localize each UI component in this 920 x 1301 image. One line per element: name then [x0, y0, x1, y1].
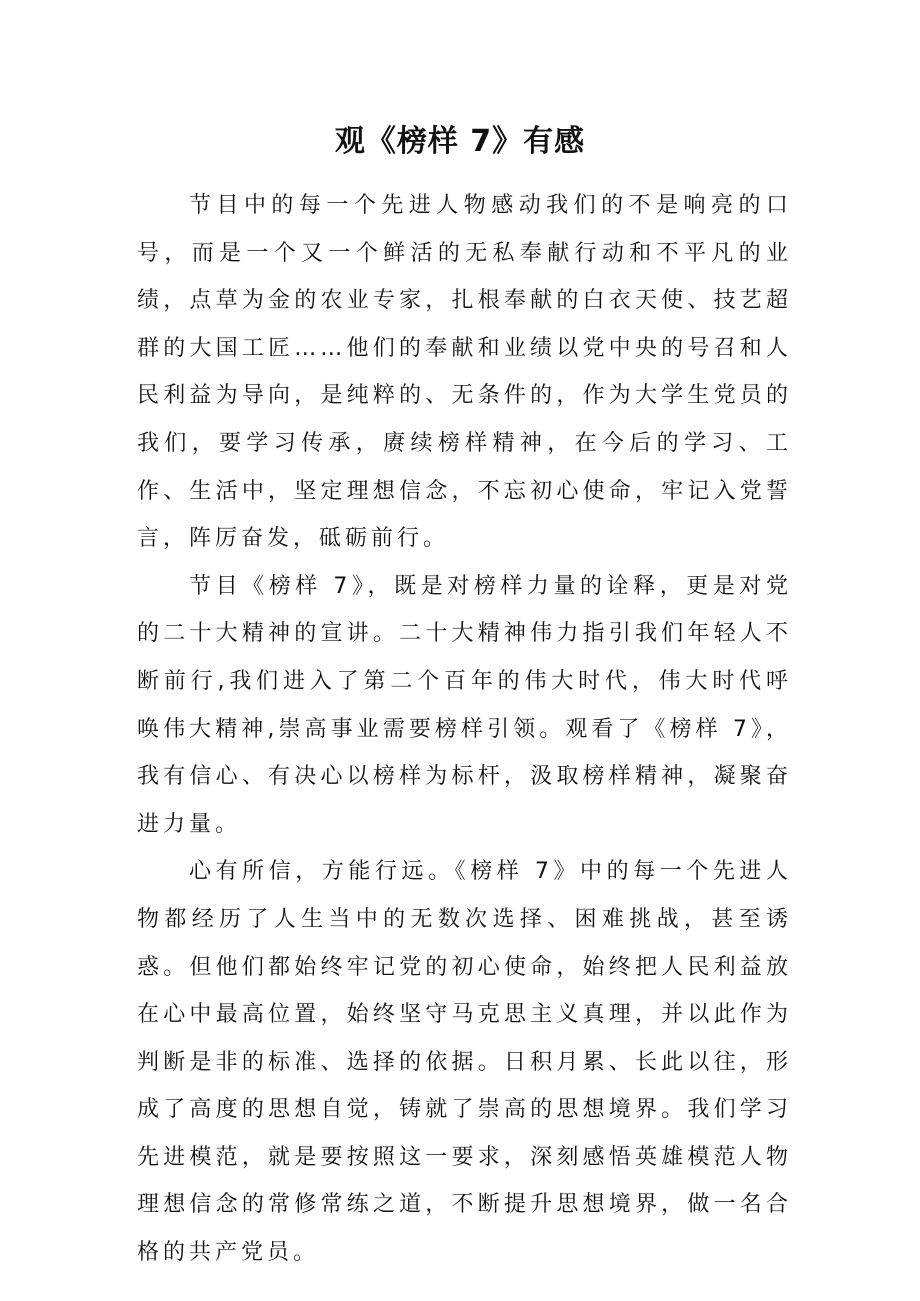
paragraph-3: 心有所信，方能行远。《榜样 7》中的每一个先进人物都经历了人生当中的无数次选择、困难挑战，甚至诱惑。但他们都始终牢记党的初心使命，始终把人民利益放在心中最高位置，始终坚守马克思主义真理，并以此作为判断是非的标准、选择的依据。日积月累、长此以往，形成了高度的思想自觉，铸就了崇高的思想境界。我们学习先进模范，就是要按照这一要求，深刻感悟英雄模范人物理想信念的常修常练之道，不断提升思想境界，做一名合格的共产党员。	[137, 859, 792, 1266]
document-title: 观《榜样 7》有感	[334, 124, 586, 160]
document-body	[137, 182, 792, 1277]
paragraph-2: 节目《榜样 7》，既是对榜样力量的诠释，更是对党的二十大精神的宣讲。二十大精神伟力指引我们年轻人不断前行,我们进入了第二个百年的伟大时代，伟大时代呼唤伟大精神,崇高事业需要榜样引领。观看了《榜样 7》，我有信心、有决心以榜样为标杆，汲取榜样精神，凝聚奋进力量。	[137, 573, 792, 837]
paragraph-1: 节目中的每一个先进人物感动我们的不是响亮的口号，而是一个又一个鲜活的无私奉献行动和不平凡的业绩，点草为金的农业专家，扎根奉献的白衣天使、技艺超群的大国工匠……他们的奉献和业绩以党中央的号召和人民利益为导向，是纯粹的、无条件的，作为大学生党员的我们，要学习传承，赓续榜样精神，在今后的学习、工作、生活中，坚定理想信念，不忘初心使命，牢记入党誓言，阵厉奋发，砥砺前行。	[137, 193, 792, 552]
